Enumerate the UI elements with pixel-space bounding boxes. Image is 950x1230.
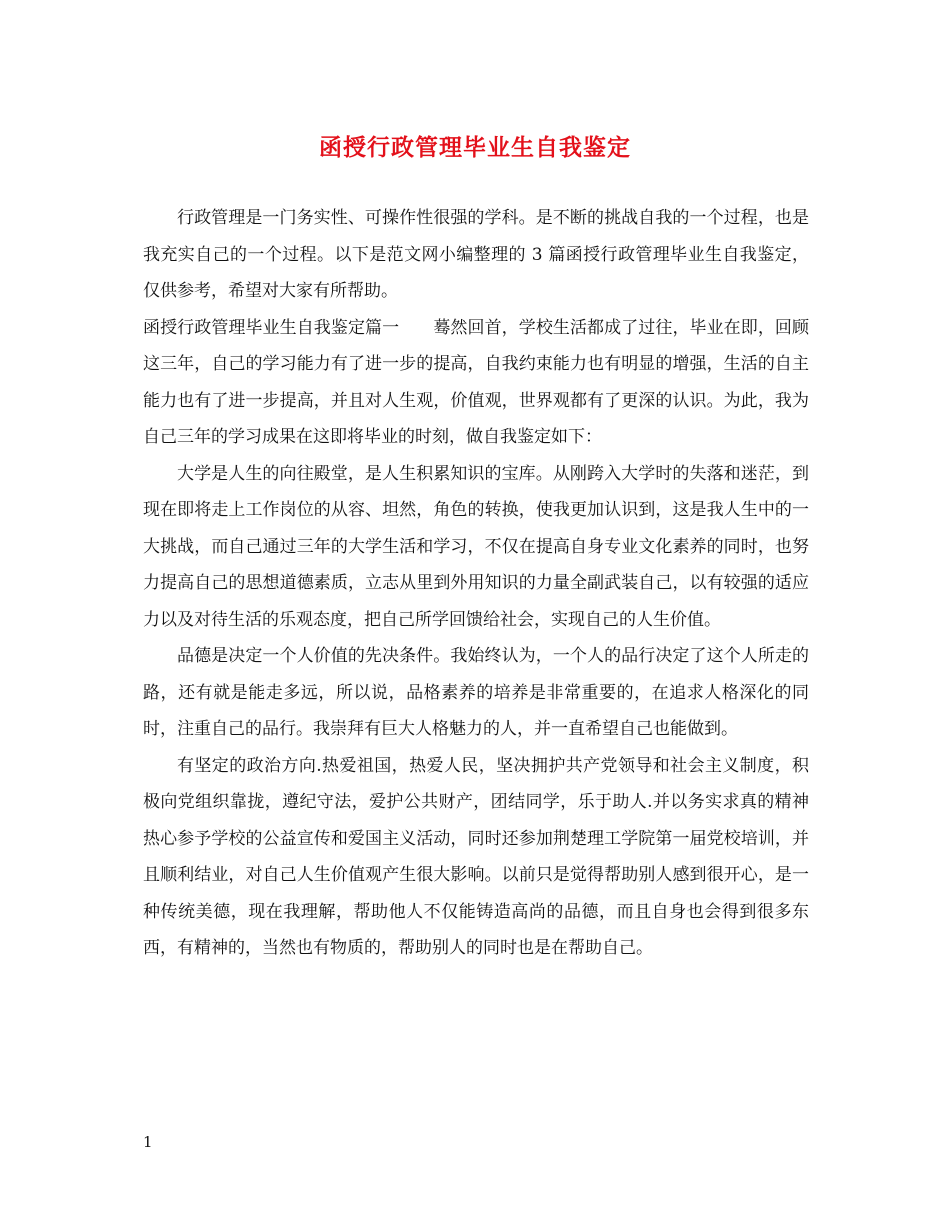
body-paragraph-politics: 有坚定的政治方向.热爱祖国，热爱人民，坚决拥护共产党领导和社会主义制度，积极向党组织靠拢，遵纪守法，爱护公共财产，团结同学，乐于助人.并以务实求真的精神热心参予学校的公益宣传和爱国主义活动，同时还参加荆楚理工学院第一届党校培训，并且顺利结业，对自己人生价值观产生很大影响。以前只是觉得帮助别人感到很开心，是一种传统美德，现在我理解，帮助他人不仅能铸造高尚的品德，而且自身也会得到很多东西，有精神的，当然也有物质的，帮助别人的同时也是在帮助自己。 (143, 755, 809, 958)
intro-paragraph: 行政管理是一门务实性、可操作性很强的学科。是不断的挑战自我的一个过程，也是我充实自己的一个过程。以下是范文网小编整理的 3 篇函授行政管理毕业生自我鉴定，仅供参考，希望对大家有所帮助。 (143, 208, 809, 301)
document-body (143, 200, 809, 967)
page-number: 1 (143, 1133, 153, 1151)
section-one-paragraph: 函授行政管理毕业生自我鉴定篇一 蓦然回首，学校生活都成了过往，毕业在即，回顾这三年，自己的学习能力有了进一步的提高，自我约束能力也有明显的增强，生活的自主能力也有了进一步提高，并且对人生观，价值观，世界观都有了更深的认识。为此，我为自己三年的学习成果在这即将毕业的时刻，做自我鉴定如下： (143, 317, 809, 447)
body-paragraph-character: 品德是决定一个人价值的先决条件。我始终认为，一个人的品行决定了这个人所走的路，还有就是能走多远，所以说，品格素养的培养是非常重要的，在追求人格深化的同时，注重自己的品行。我崇拜有巨大人格魅力的人，并一直希望自己也能做到。 (143, 646, 809, 739)
document-title: 函授行政管理毕业生自我鉴定 (319, 134, 631, 161)
body-paragraph-university: 大学是人生的向往殿堂，是人生积累知识的宝库。从刚跨入大学时的失落和迷茫，到现在即将走上工作岗位的从容、坦然，角色的转换，使我更加认识到，这是我人生中的一大挑战，而自己通过三年的大学生活和学习，不仅在提高自身专业文化素养的同时，也努力提高自己的思想道德素质，立志从里到外用知识的力量全副武装自己，以有较强的适应力以及对待生活的乐观态度，把自己所学回馈给社会，实现自己的人生价值。 (143, 463, 809, 630)
